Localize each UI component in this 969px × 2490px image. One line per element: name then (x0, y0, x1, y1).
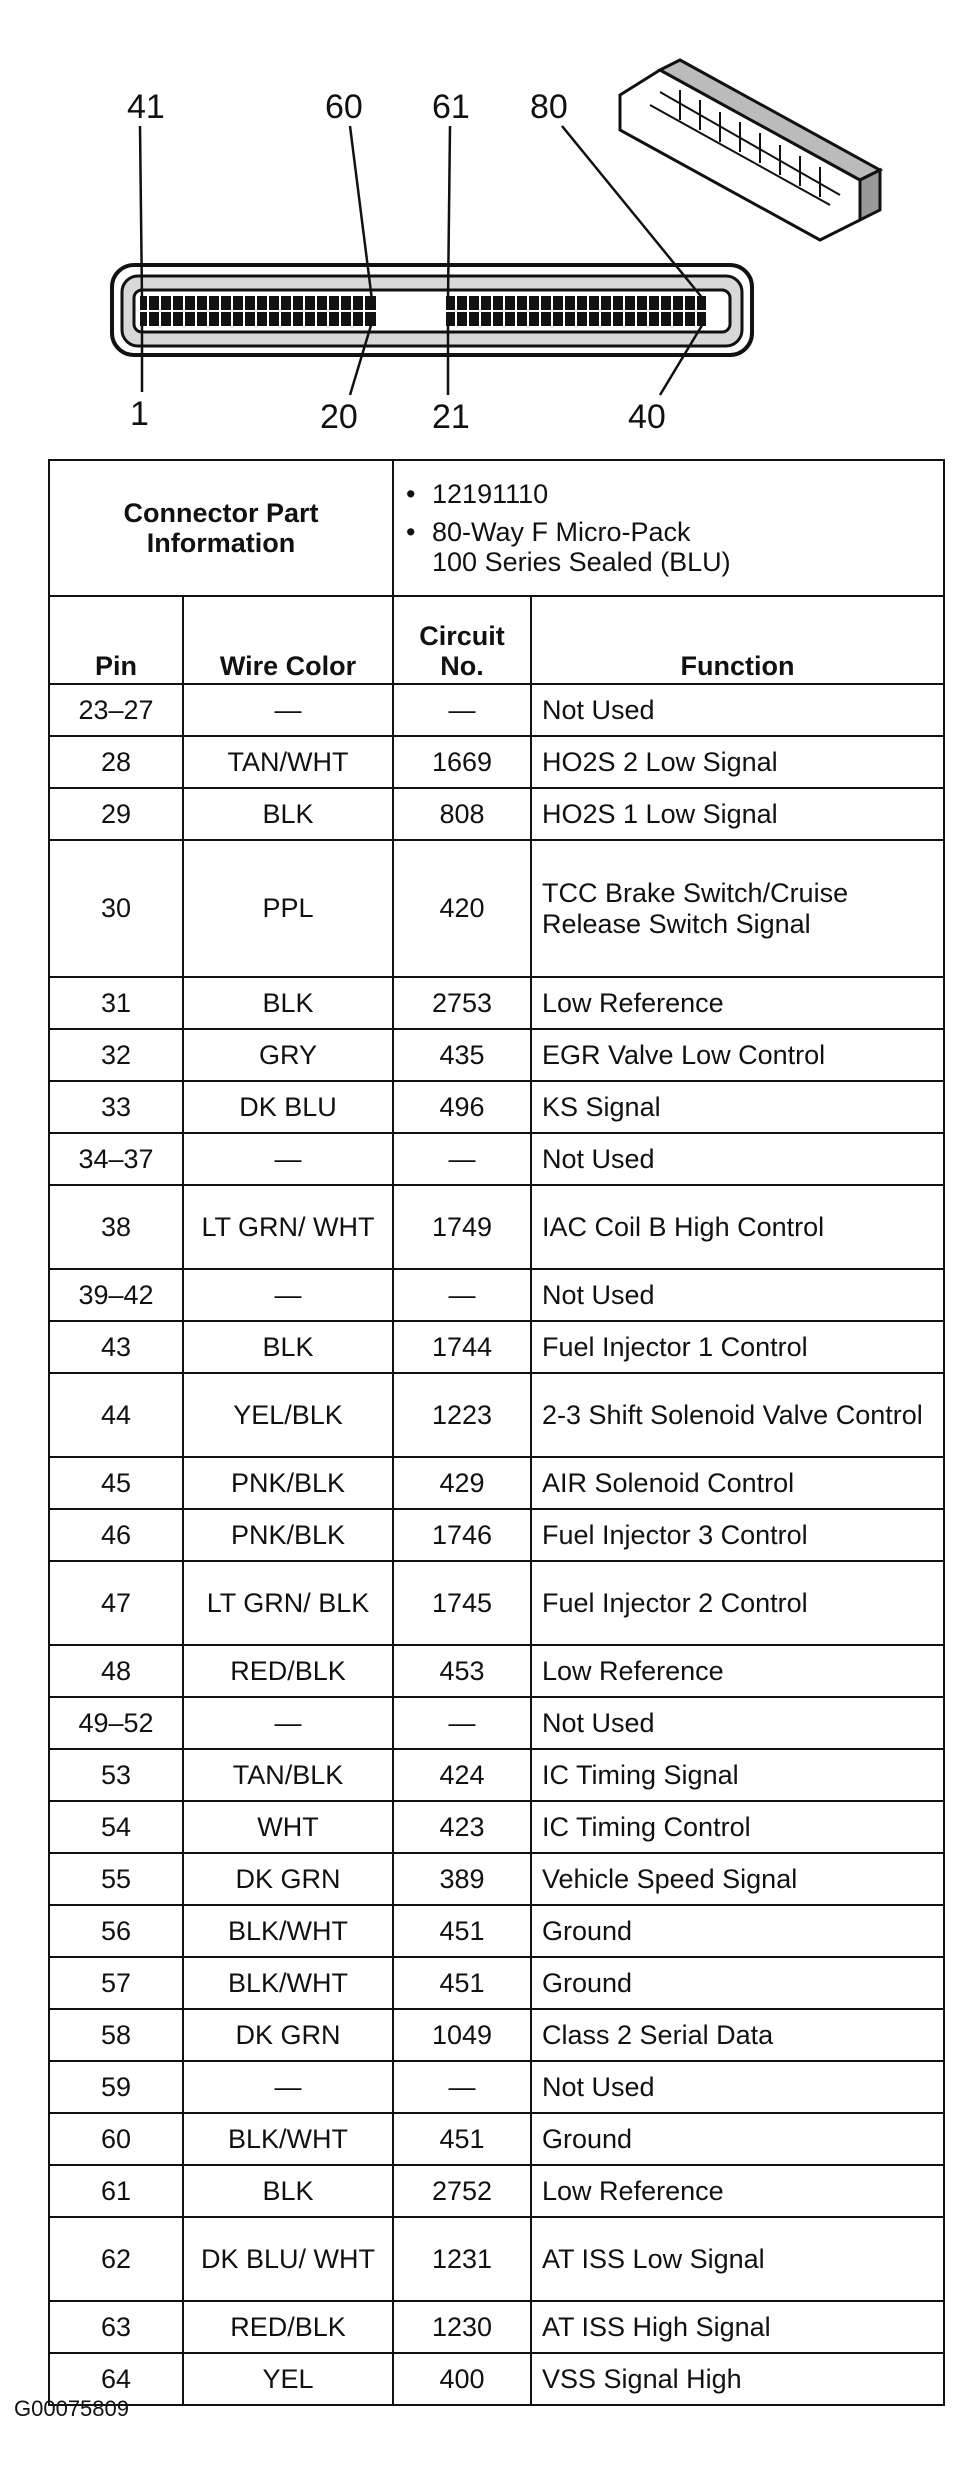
pin-cell: 60 (49, 2113, 183, 2165)
table-row (49, 2113, 944, 2165)
function-cell: Not Used (531, 1133, 944, 1185)
function-cell: IC Timing Control (531, 1801, 944, 1853)
function-cell: 2-3 Shift Solenoid Valve Control (531, 1373, 944, 1457)
table-row (49, 1081, 944, 1133)
pin-cell: 53 (49, 1749, 183, 1801)
table-row (49, 1185, 944, 1269)
table-row (49, 2353, 944, 2405)
pin-label-60: 60 (325, 88, 363, 126)
table-row (49, 1853, 944, 1905)
function-cell: Class 2 Serial Data (531, 2009, 944, 2061)
pin-cell: 54 (49, 1801, 183, 1853)
connector-face (112, 265, 752, 355)
wire-color-cell: BLK/WHT (183, 2113, 393, 2165)
table-row (49, 1645, 944, 1697)
function-cell: Fuel Injector 2 Control (531, 1561, 944, 1645)
connector-description-2: 100 Series Sealed (BLU) (432, 547, 731, 578)
function-cell: Ground (531, 1957, 944, 2009)
table-row (49, 977, 944, 1029)
circuit-no-cell: 1223 (393, 1373, 531, 1457)
pin-cell: 45 (49, 1457, 183, 1509)
table-row (49, 2061, 944, 2113)
wire-color-cell: BLK (183, 2165, 393, 2217)
function-cell: AIR Solenoid Control (531, 1457, 944, 1509)
wire-color-cell: YEL (183, 2353, 393, 2405)
wire-color-cell: TAN/BLK (183, 1749, 393, 1801)
wire-color-cell: PPL (183, 840, 393, 977)
circuit-no-cell: 451 (393, 1957, 531, 2009)
table-row (49, 736, 944, 788)
table-row (49, 2165, 944, 2217)
function-cell: AT ISS Low Signal (531, 2217, 944, 2301)
pinout-table (48, 459, 945, 2406)
col-header-wire-color: Wire Color (183, 596, 393, 684)
pin-cell: 62 (49, 2217, 183, 2301)
table-row (49, 1457, 944, 1509)
pin-cell: 39–42 (49, 1269, 183, 1321)
circuit-no-cell: 496 (393, 1081, 531, 1133)
pin-cell: 56 (49, 1905, 183, 1957)
wire-color-cell: DK GRN (183, 2009, 393, 2061)
function-cell: Ground (531, 1905, 944, 1957)
pin-cell: 33 (49, 1081, 183, 1133)
circuit-no-cell: — (393, 1269, 531, 1321)
circuit-no-cell: — (393, 684, 531, 736)
function-cell: HO2S 2 Low Signal (531, 736, 944, 788)
pin-cell: 46 (49, 1509, 183, 1561)
pin-label-40: 40 (628, 398, 666, 436)
circuit-no-cell: 429 (393, 1457, 531, 1509)
pin-cell: 29 (49, 788, 183, 840)
wire-color-cell: LT GRN/ BLK (183, 1561, 393, 1645)
circuit-no-cell: 2752 (393, 2165, 531, 2217)
table-row (49, 1509, 944, 1561)
function-cell: KS Signal (531, 1081, 944, 1133)
wire-color-cell: BLK (183, 977, 393, 1029)
function-cell: EGR Valve Low Control (531, 1029, 944, 1081)
pin-cell: 30 (49, 840, 183, 977)
function-cell: Not Used (531, 1697, 944, 1749)
table-row (49, 1749, 944, 1801)
table-row (49, 1801, 944, 1853)
pin-cell: 61 (49, 2165, 183, 2217)
table-row (49, 1269, 944, 1321)
col-header-pin: Pin (49, 596, 183, 684)
pin-cell: 34–37 (49, 1133, 183, 1185)
wire-color-cell: — (183, 2061, 393, 2113)
circuit-no-cell: 435 (393, 1029, 531, 1081)
circuit-no-cell: — (393, 1697, 531, 1749)
circuit-no-cell: 1746 (393, 1509, 531, 1561)
wire-color-cell: RED/BLK (183, 2301, 393, 2353)
function-cell: IAC Coil B High Control (531, 1185, 944, 1269)
col-header-circuit-no: Circuit No. (393, 596, 531, 684)
circuit-no-cell: 1049 (393, 2009, 531, 2061)
pin-label-1: 1 (130, 395, 149, 433)
function-cell: IC Timing Signal (531, 1749, 944, 1801)
wire-color-cell: — (183, 1269, 393, 1321)
function-cell: HO2S 1 Low Signal (531, 788, 944, 840)
connector-description: 80-Way F Micro-Pack (432, 516, 691, 547)
table-row (49, 1133, 944, 1185)
circuit-no-cell: 1230 (393, 2301, 531, 2353)
function-cell: Low Reference (531, 1645, 944, 1697)
wire-color-cell: LT GRN/ WHT (183, 1185, 393, 1269)
function-cell: Not Used (531, 684, 944, 736)
circuit-no-cell: 451 (393, 1905, 531, 1957)
pin-cell: 28 (49, 736, 183, 788)
function-cell: Not Used (531, 2061, 944, 2113)
pin-cell: 49–52 (49, 1697, 183, 1749)
table-row (49, 1561, 944, 1645)
connector-diagram (0, 0, 969, 450)
circuit-no-cell: 1744 (393, 1321, 531, 1373)
part-info-row (49, 460, 944, 596)
pin-label-21: 21 (432, 398, 470, 436)
pin-cell: 38 (49, 1185, 183, 1269)
column-header-row (49, 596, 944, 684)
circuit-no-cell: 424 (393, 1749, 531, 1801)
pin-cell: 43 (49, 1321, 183, 1373)
pin-label-61: 61 (432, 88, 470, 126)
table-row (49, 1697, 944, 1749)
pin-cell: 57 (49, 1957, 183, 2009)
wire-color-cell: BLK/WHT (183, 1957, 393, 2009)
wire-color-cell: BLK (183, 788, 393, 840)
pin-label-20: 20 (320, 398, 358, 436)
table-row (49, 2217, 944, 2301)
pin-cell: 31 (49, 977, 183, 1029)
wire-color-cell: DK BLU/ WHT (183, 2217, 393, 2301)
part-info-details: • 12191110 • 80-Way F Micro-Pack 100 Series Sealed (BLU) (393, 460, 944, 596)
function-cell: VSS Signal High (531, 2353, 944, 2405)
table-row (49, 788, 944, 840)
function-cell: Fuel Injector 1 Control (531, 1321, 944, 1373)
table-row (49, 840, 944, 977)
circuit-no-cell: — (393, 1133, 531, 1185)
circuit-no-cell: 1749 (393, 1185, 531, 1269)
function-cell: Fuel Injector 3 Control (531, 1509, 944, 1561)
table-row (49, 1905, 944, 1957)
function-cell: Vehicle Speed Signal (531, 1853, 944, 1905)
circuit-no-cell: 1669 (393, 736, 531, 788)
circuit-no-cell: 453 (393, 1645, 531, 1697)
wire-color-cell: TAN/WHT (183, 736, 393, 788)
function-cell: Low Reference (531, 977, 944, 1029)
table-row (49, 1373, 944, 1457)
circuit-no-cell: 1231 (393, 2217, 531, 2301)
wire-color-cell: YEL/BLK (183, 1373, 393, 1457)
function-cell: Not Used (531, 1269, 944, 1321)
circuit-no-cell: 2753 (393, 977, 531, 1029)
wire-color-cell: DK BLU (183, 1081, 393, 1133)
pin-cell: 63 (49, 2301, 183, 2353)
col-header-function: Function (531, 596, 944, 684)
pinout-rows (49, 684, 944, 2405)
wire-color-cell: RED/BLK (183, 1645, 393, 1697)
pin-cell: 59 (49, 2061, 183, 2113)
function-cell: TCC Brake Switch/Cruise Release Switch Signal (531, 840, 944, 977)
circuit-no-cell: 1745 (393, 1561, 531, 1645)
part-info-label: Connector Part Information (49, 460, 393, 596)
pin-cell: 64 (49, 2353, 183, 2405)
function-cell: Ground (531, 2113, 944, 2165)
pin-cell: 23–27 (49, 684, 183, 736)
circuit-no-cell: — (393, 2061, 531, 2113)
function-cell: AT ISS High Signal (531, 2301, 944, 2353)
wire-color-cell: — (183, 684, 393, 736)
pin-label-80: 80 (530, 88, 568, 126)
connector-side-view (620, 60, 880, 240)
circuit-no-cell: 389 (393, 1853, 531, 1905)
wire-color-cell: BLK/WHT (183, 1905, 393, 1957)
circuit-no-cell: 423 (393, 1801, 531, 1853)
wire-color-cell: GRY (183, 1029, 393, 1081)
wire-color-cell: DK GRN (183, 1853, 393, 1905)
table-row (49, 2009, 944, 2061)
table-row (49, 1957, 944, 2009)
wire-color-cell: — (183, 1697, 393, 1749)
pin-cell: 58 (49, 2009, 183, 2061)
part-number: 12191110 (432, 478, 549, 509)
reference-code: G00075809 (14, 2396, 129, 2421)
circuit-no-cell: 808 (393, 788, 531, 840)
table-row (49, 1029, 944, 1081)
table-row (49, 2301, 944, 2353)
pin-cell: 44 (49, 1373, 183, 1457)
pin-label-41: 41 (127, 88, 165, 126)
pin-cell: 48 (49, 1645, 183, 1697)
wire-color-cell: PNK/BLK (183, 1509, 393, 1561)
circuit-no-cell: 420 (393, 840, 531, 977)
wire-color-cell: PNK/BLK (183, 1457, 393, 1509)
pin-cell: 32 (49, 1029, 183, 1081)
pin-cell: 55 (49, 1853, 183, 1905)
wire-color-cell: WHT (183, 1801, 393, 1853)
pin-cell: 47 (49, 1561, 183, 1645)
wire-color-cell: — (183, 1133, 393, 1185)
function-cell: Low Reference (531, 2165, 944, 2217)
table-row (49, 684, 944, 736)
wire-color-cell: BLK (183, 1321, 393, 1373)
circuit-no-cell: 451 (393, 2113, 531, 2165)
circuit-no-cell: 400 (393, 2353, 531, 2405)
table-row (49, 1321, 944, 1373)
